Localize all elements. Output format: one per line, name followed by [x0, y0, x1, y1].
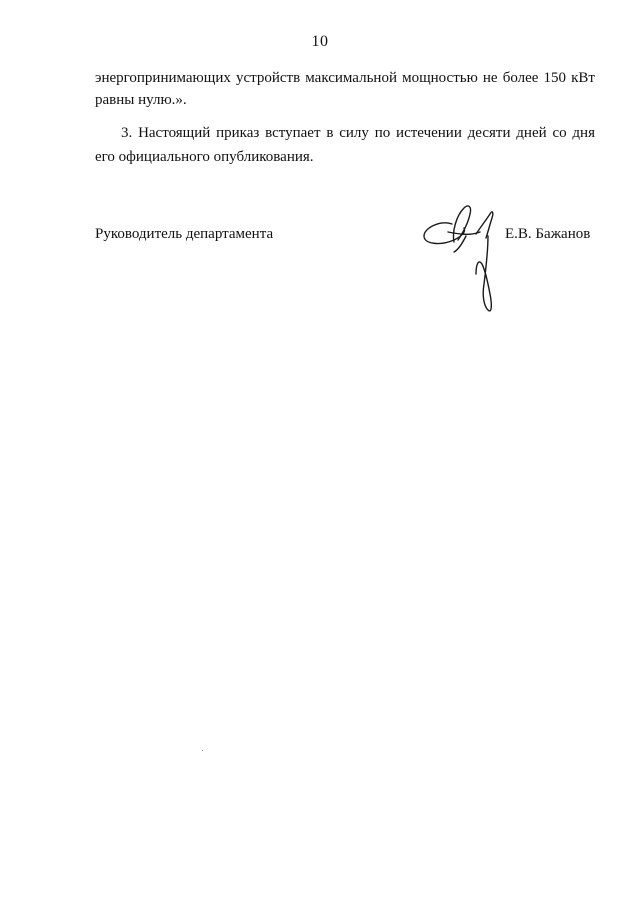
paragraph-2-line-1: 3. Настоящий приказ вступает в силу по истечении десяти дней со дня: [121, 125, 595, 141]
scan-speck: [202, 750, 203, 751]
signatory-name: Е.В. Бажанов: [505, 226, 591, 242]
page-number: 10: [311, 33, 329, 50]
signatory-title: Руководитель департамента: [95, 226, 274, 242]
paragraph-2-line-2: его официального опубликования.: [95, 149, 314, 165]
paragraph-1-line-2: равны нулю.».: [95, 92, 187, 108]
handwritten-signature: [418, 192, 510, 322]
paragraph-1-line-1: энергопринимающих устройств максимальной мощностью не более 150 кВт: [95, 70, 595, 86]
